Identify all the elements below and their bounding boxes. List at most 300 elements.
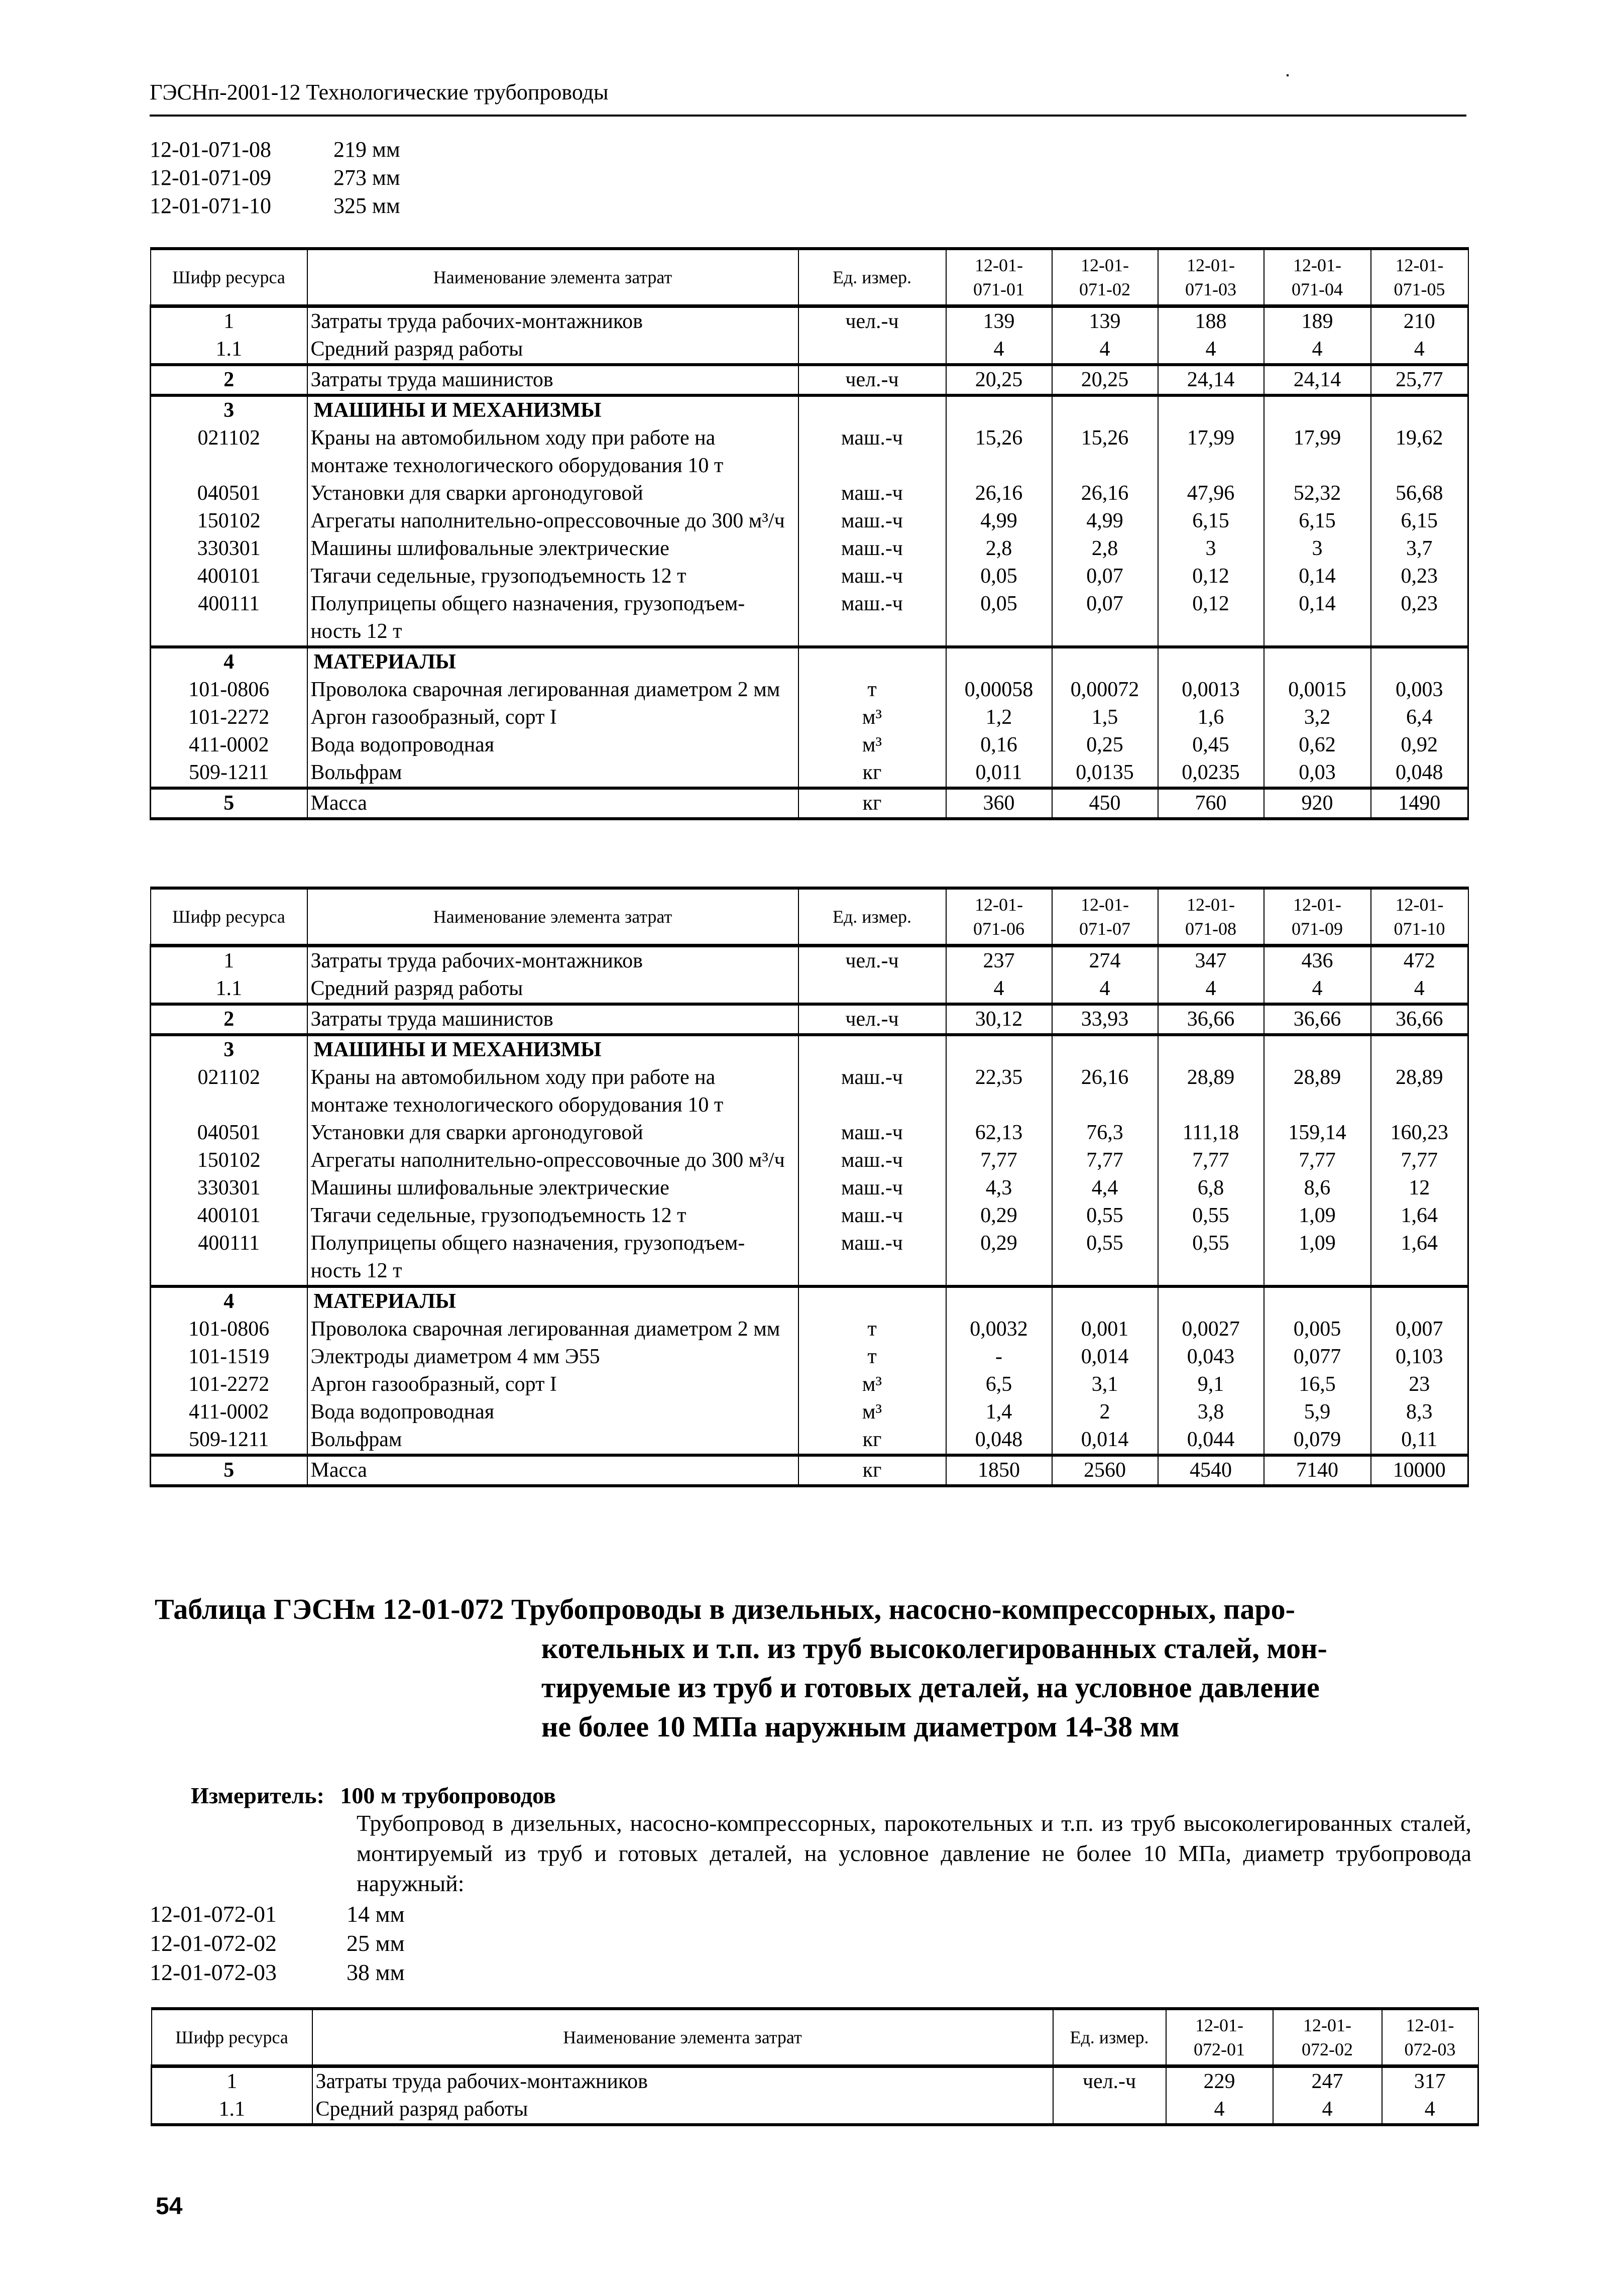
section-heading-cell: МАШИНЫ И МЕХАНИЗМЫ <box>307 395 798 424</box>
resource-code-cell: 021102 <box>151 1064 307 1119</box>
norm-value-cell: 0,014 <box>1052 1426 1158 1455</box>
norm-value-cell: 0,29 <box>946 1202 1052 1230</box>
norm-value-cell: 0,077 <box>1264 1343 1371 1371</box>
unit-cell: маш.-ч <box>798 1119 946 1147</box>
resource-code-cell: 040501 <box>151 1119 307 1147</box>
section-heading-cell: МАТЕРИАЛЫ <box>307 647 798 676</box>
norm-value-cell: 0,14 <box>1264 590 1371 647</box>
norm-value-cell: 6,8 <box>1158 1174 1264 1202</box>
norm-value-cell: 450 <box>1052 788 1158 819</box>
cost-element-cell: Масса <box>307 788 798 819</box>
norm-value-cell: 1490 <box>1371 788 1468 819</box>
norm-value-cell <box>1264 1035 1371 1064</box>
cost-element-cell: Вольфрам <box>307 759 798 788</box>
norm-value-cell: 4 <box>1052 336 1158 365</box>
table-row <box>151 336 1468 365</box>
norm-value-cell: 4 <box>1052 975 1158 1004</box>
norm-value-cell: 0,23 <box>1371 563 1468 590</box>
resource-code-cell: 1 <box>151 946 307 975</box>
cost-element-cell: Вода водопроводная <box>307 731 798 759</box>
measure-line <box>191 1781 556 1811</box>
unit-cell: чел.-ч <box>798 1004 946 1035</box>
resource-code-cell: 5 <box>151 788 307 819</box>
norm-value-cell: 6,4 <box>1371 704 1468 731</box>
norm-value-cell: 16,5 <box>1264 1371 1371 1398</box>
unit-cell: т <box>798 1343 946 1371</box>
norm-value-cell: 28,89 <box>1264 1064 1371 1119</box>
table-row <box>151 1398 1468 1426</box>
norm-value-cell: 139 <box>1052 306 1158 336</box>
resource-code-cell: 150102 <box>151 1147 307 1174</box>
resource-code-cell: 101-1519 <box>151 1343 307 1371</box>
resource-code-cell: 101-2272 <box>151 1371 307 1398</box>
table-header-row <box>151 888 1468 946</box>
norm-value-cell: 3 <box>1264 535 1371 563</box>
norm-value-cell: 4,3 <box>946 1174 1052 1202</box>
table-row <box>151 1147 1468 1174</box>
norm-value-cell <box>946 1286 1052 1316</box>
norm-value-cell: 0,62 <box>1264 731 1371 759</box>
unit-cell: маш.-ч <box>798 1147 946 1174</box>
unit-cell <box>798 975 946 1004</box>
unit-cell: маш.-ч <box>798 1174 946 1202</box>
table-row <box>151 647 1468 676</box>
resource-code-cell: 330301 <box>151 1174 307 1202</box>
norm-value-cell <box>1052 395 1158 424</box>
table-row <box>151 975 1468 1004</box>
header-norm-code: 12-01- 071-03 <box>1158 249 1264 306</box>
table-row <box>151 1230 1468 1286</box>
norm-value-cell: 0,048 <box>1371 759 1468 788</box>
norm-value-cell: 26,16 <box>1052 480 1158 507</box>
norm-value-cell: 0,05 <box>946 563 1052 590</box>
unit-cell: кг <box>798 1426 946 1455</box>
norm-value-cell: 0,0027 <box>1158 1316 1264 1343</box>
unit-cell: маш.-ч <box>798 1202 946 1230</box>
norm-value-cell: 0,11 <box>1371 1426 1468 1455</box>
table-row <box>151 1004 1468 1035</box>
resource-code-cell: 400111 <box>151 1230 307 1286</box>
norm-value-cell: 36,66 <box>1158 1004 1264 1035</box>
norm-value-cell: 25,77 <box>1371 365 1468 395</box>
resource-code-cell: 509-1211 <box>151 1426 307 1455</box>
header-norm-code: 12-01- 071-06 <box>946 888 1052 946</box>
cost-element-cell: Средний разряд работы <box>312 2096 1053 2125</box>
norm-value-cell: 4 <box>1158 336 1264 365</box>
unit-cell: т <box>798 1316 946 1343</box>
norm-value-cell: 0,079 <box>1264 1426 1371 1455</box>
cost-element-cell: Затраты труда машинистов <box>307 1004 798 1035</box>
norm-value-cell: 0,0015 <box>1264 676 1371 704</box>
cost-element-cell: Краны на автомобильном ходу при работе на монтаже технологического оборудования 10 т <box>307 1064 798 1119</box>
unit-cell: м³ <box>798 704 946 731</box>
norm-value-cell: 111,18 <box>1158 1119 1264 1147</box>
unit-cell: маш.-ч <box>798 1230 946 1286</box>
norm-value-cell: 0,12 <box>1158 590 1264 647</box>
resource-code-cell: 4 <box>151 1286 307 1316</box>
unit-cell <box>798 395 946 424</box>
norm-value-cell: 1,64 <box>1371 1230 1468 1286</box>
unit-cell: м³ <box>798 731 946 759</box>
norm-value-cell <box>1052 1035 1158 1064</box>
norm-value-cell: 2 <box>1052 1398 1158 1426</box>
norm-value-cell: 188 <box>1158 306 1264 336</box>
cost-element-cell: Машины шлифовальные электрические <box>307 1174 798 1202</box>
norm-value-cell: 0,16 <box>946 731 1052 759</box>
cost-element-cell: Средний разряд работы <box>307 975 798 1004</box>
norm-value-cell: 2,8 <box>946 535 1052 563</box>
header-unit: Ед. измер. <box>1053 2009 1166 2066</box>
unit-cell: кг <box>798 759 946 788</box>
norm-value-cell <box>1158 647 1264 676</box>
resource-code-cell: 5 <box>151 1455 307 1486</box>
norm-value-cell: 15,26 <box>946 424 1052 480</box>
variant-item: 12-01-072-03 38 мм <box>150 1959 405 1985</box>
table-row <box>151 1202 1468 1230</box>
table-row <box>151 395 1468 424</box>
unit-cell <box>798 647 946 676</box>
norm-value-cell: 0,0032 <box>946 1316 1052 1343</box>
norm-value-cell: 3,1 <box>1052 1371 1158 1398</box>
norm-value-cell: 436 <box>1264 946 1371 975</box>
norm-value-cell: 0,14 <box>1264 563 1371 590</box>
running-header-title: ГЭСНп-2001-12 Технологические трубопроводы <box>150 80 609 104</box>
header-norm-code: 12-01- 072-03 <box>1382 2009 1478 2066</box>
resource-code-cell: 4 <box>151 647 307 676</box>
unit-cell: кг <box>798 788 946 819</box>
norm-value-cell: 4,99 <box>1052 507 1158 535</box>
table-row <box>151 788 1468 819</box>
norm-value-cell: 0,0135 <box>1052 759 1158 788</box>
norm-value-cell: 0,003 <box>1371 676 1468 704</box>
header-resource-code: Шифр ресурса <box>151 888 307 946</box>
cost-element-cell: Агрегаты наполнительно-опрессовочные до 300 м³/ч <box>307 1147 798 1174</box>
header-norm-code: 12-01- 071-07 <box>1052 888 1158 946</box>
norm-value-cell: 0,103 <box>1371 1343 1468 1371</box>
norm-value-cell: 0,011 <box>946 759 1052 788</box>
header-norm-code: 12-01- 072-02 <box>1273 2009 1382 2066</box>
cost-element-cell: Затраты труда рабочих-монтажников <box>307 306 798 336</box>
norm-value-cell: 52,32 <box>1264 480 1371 507</box>
norm-value-cell: 1,09 <box>1264 1202 1371 1230</box>
unit-cell: маш.-ч <box>798 424 946 480</box>
norm-value-cell: 4540 <box>1158 1455 1264 1486</box>
norm-value-cell: 7,77 <box>946 1147 1052 1174</box>
norm-value-cell: 0,007 <box>1371 1316 1468 1343</box>
norm-value-cell: 0,014 <box>1052 1343 1158 1371</box>
norm-value-cell: 0,55 <box>1052 1202 1158 1230</box>
norm-value-cell: 1,4 <box>946 1398 1052 1426</box>
norm-value-cell: 7140 <box>1264 1455 1371 1486</box>
resource-code-cell: 1.1 <box>152 2096 312 2125</box>
table-header-row <box>152 2009 1478 2066</box>
resource-code-cell: 021102 <box>151 424 307 480</box>
norm-value-cell: 229 <box>1166 2066 1273 2096</box>
norm-value-cell: 0,92 <box>1371 731 1468 759</box>
norm-value-cell <box>1371 395 1468 424</box>
norm-value-cell: 6,5 <box>946 1371 1052 1398</box>
norm-value-cell: 4 <box>1158 975 1264 1004</box>
resource-code-cell: 400111 <box>151 590 307 647</box>
table-row <box>151 1343 1468 1371</box>
norm-value-cell: 0,043 <box>1158 1343 1264 1371</box>
cost-element-cell: Затраты труда рабочих-монтажников <box>307 946 798 975</box>
norm-value-cell: 1,6 <box>1158 704 1264 731</box>
norm-value-cell: 8,3 <box>1371 1398 1468 1426</box>
unit-cell <box>798 336 946 365</box>
norm-value-cell: 47,96 <box>1158 480 1264 507</box>
norm-value-cell: 139 <box>946 306 1052 336</box>
table-row <box>151 590 1468 647</box>
variant-item: 12-01-071-09 273 мм <box>150 165 400 190</box>
cost-element-cell: Машины шлифовальные электрические <box>307 535 798 563</box>
norm-value-cell: 1,5 <box>1052 704 1158 731</box>
table-row <box>151 507 1468 535</box>
table-row <box>151 1316 1468 1343</box>
norm-value-cell: 0,00072 <box>1052 676 1158 704</box>
table-row <box>151 1119 1468 1147</box>
norm-value-cell: 0,048 <box>946 1426 1052 1455</box>
resource-code-cell: 1 <box>151 306 307 336</box>
cost-element-cell: Тягачи седельные, грузоподъемность 12 т <box>307 1202 798 1230</box>
norm-value-cell: 1,64 <box>1371 1202 1468 1230</box>
table-row <box>151 306 1468 336</box>
norm-value-cell: 159,14 <box>1264 1119 1371 1147</box>
section-heading-cell: МАШИНЫ И МЕХАНИЗМЫ <box>307 1035 798 1064</box>
unit-cell: маш.-ч <box>798 563 946 590</box>
norm-value-cell <box>1158 395 1264 424</box>
resource-code-cell: 1.1 <box>151 336 307 365</box>
norm-value-cell: 19,62 <box>1371 424 1468 480</box>
cost-element-cell: Масса <box>307 1455 798 1486</box>
norm-value-cell: 0,044 <box>1158 1426 1264 1455</box>
norm-value-cell: 237 <box>946 946 1052 975</box>
table-row <box>151 424 1468 480</box>
unit-cell <box>798 1286 946 1316</box>
header-unit: Ед. измер. <box>798 249 946 306</box>
norm-value-cell: 28,89 <box>1158 1064 1264 1119</box>
header-resource-code: Шифр ресурса <box>151 249 307 306</box>
norm-value-cell: 7,77 <box>1371 1147 1468 1174</box>
norm-value-cell: 24,14 <box>1158 365 1264 395</box>
norm-value-cell <box>1158 1286 1264 1316</box>
resource-code-cell: 1 <box>152 2066 312 2096</box>
norm-value-cell: 17,99 <box>1158 424 1264 480</box>
norm-value-cell <box>1371 1035 1468 1064</box>
cost-element-cell: Полуприцепы общего назначения, грузоподъем-ность 12 т <box>307 1230 798 1286</box>
header-resource-code: Шифр ресурса <box>152 2009 312 2066</box>
table-row <box>151 1174 1468 1202</box>
section-heading-cell: МАТЕРИАЛЫ <box>307 1286 798 1316</box>
resource-code-cell: 101-0806 <box>151 676 307 704</box>
table-row <box>151 1035 1468 1064</box>
norm-value-cell: 5,9 <box>1264 1398 1371 1426</box>
unit-cell: маш.-ч <box>798 480 946 507</box>
norm-value-cell <box>1264 1286 1371 1316</box>
norm-value-cell: 0,29 <box>946 1230 1052 1286</box>
table-row <box>151 946 1468 975</box>
variant-item: 12-01-071-08 219 мм <box>150 137 400 162</box>
norm-value-cell: - <box>946 1343 1052 1371</box>
norm-value-cell: 26,16 <box>1052 1064 1158 1119</box>
table-header-row <box>151 249 1468 306</box>
norm-value-cell: 4 <box>1264 975 1371 1004</box>
unit-cell: маш.-ч <box>798 590 946 647</box>
norm-value-cell: 7,77 <box>1052 1147 1158 1174</box>
norm-value-cell: 9,1 <box>1158 1371 1264 1398</box>
unit-cell: маш.-ч <box>798 535 946 563</box>
norm-value-cell: 760 <box>1158 788 1264 819</box>
cost-element-cell: Проволока сварочная легированная диаметром 2 мм <box>307 1316 798 1343</box>
norm-value-cell: 4,4 <box>1052 1174 1158 1202</box>
unit-cell: т <box>798 676 946 704</box>
norm-value-cell: 6,15 <box>1158 507 1264 535</box>
norm-value-cell: 15,26 <box>1052 424 1158 480</box>
norm-table-071-01-05 <box>150 247 1469 820</box>
norm-value-cell: 4 <box>1371 975 1468 1004</box>
resource-code-cell: 1.1 <box>151 975 307 1004</box>
header-norm-code: 12-01- 072-01 <box>1166 2009 1273 2066</box>
resource-code-cell: 509-1211 <box>151 759 307 788</box>
header-norm-code: 12-01- 071-05 <box>1371 249 1468 306</box>
norm-value-cell <box>1052 1286 1158 1316</box>
norm-value-cell: 20,25 <box>1052 365 1158 395</box>
cost-element-cell: Средний разряд работы <box>307 336 798 365</box>
unit-cell: чел.-ч <box>798 946 946 975</box>
resource-code-cell: 2 <box>151 1004 307 1035</box>
norm-value-cell: 360 <box>946 788 1052 819</box>
cost-element-cell: Проволока сварочная легированная диаметром 2 мм <box>307 676 798 704</box>
table-row <box>151 1426 1468 1455</box>
norm-value-cell: 0,0235 <box>1158 759 1264 788</box>
cost-element-cell: Затраты труда машинистов <box>307 365 798 395</box>
measure-label: Измеритель: <box>191 1783 324 1808</box>
variant-item: 12-01-072-01 14 мм <box>150 1901 405 1927</box>
norm-value-cell: 7,77 <box>1158 1147 1264 1174</box>
norm-value-cell: 0,001 <box>1052 1316 1158 1343</box>
resource-code-cell: 330301 <box>151 535 307 563</box>
norm-value-cell: 24,14 <box>1264 365 1371 395</box>
cost-element-cell: Аргон газообразный, сорт I <box>307 704 798 731</box>
resource-code-cell: 400101 <box>151 1202 307 1230</box>
norm-value-cell: 0,07 <box>1052 563 1158 590</box>
section-description: Трубопровод в дизельных, насосно-компрессорных, парокотельных и т.п. из труб высоколегированных сталей, монтируемый из труб и готовых деталей, на условное давление не более 10 МПа, диаметр трубопровода наружный: <box>357 1810 1471 1896</box>
header-rule <box>150 115 1466 117</box>
table-row <box>151 1286 1468 1316</box>
cost-element-cell: Агрегаты наполнительно-опрессовочные до 300 м³/ч <box>307 507 798 535</box>
norm-value-cell: 1850 <box>946 1455 1052 1486</box>
norm-value-cell: 920 <box>1264 788 1371 819</box>
cost-element-cell: Полуприцепы общего назначения, грузоподъем-ность 12 т <box>307 590 798 647</box>
norm-value-cell <box>1264 647 1371 676</box>
header-cost-element: Наименование элемента затрат <box>307 888 798 946</box>
table-072-title: Таблица ГЭСНм 12-01-072 Трубопроводы в дизельных, насосно-компрессорных, паро- котельных и т.п. из труб высоколегированных сталей, мон- тируемые из труб и готовых деталей, на условное давление не более 10 МПа наружным диаметром 14-38 мм <box>155 1593 1327 1743</box>
table-row <box>151 1064 1468 1119</box>
unit-cell: маш.-ч <box>798 1064 946 1119</box>
resource-code-cell: 400101 <box>151 563 307 590</box>
norm-value-cell: 0,07 <box>1052 590 1158 647</box>
norm-table-072 <box>151 2007 1479 2126</box>
resource-code-cell: 150102 <box>151 507 307 535</box>
variant-list-072 <box>150 1900 405 1987</box>
norm-value-cell: 4,99 <box>946 507 1052 535</box>
norm-value-cell: 4 <box>1371 336 1468 365</box>
norm-value-cell: 3,2 <box>1264 704 1371 731</box>
norm-value-cell: 4 <box>1273 2096 1382 2125</box>
resource-code-cell: 101-2272 <box>151 704 307 731</box>
resource-code-cell: 3 <box>151 395 307 424</box>
norm-value-cell: 4 <box>1166 2096 1273 2125</box>
norm-value-cell: 0,005 <box>1264 1316 1371 1343</box>
norm-value-cell: 23 <box>1371 1371 1468 1398</box>
norm-value-cell: 10000 <box>1371 1455 1468 1486</box>
norm-value-cell: 0,0013 <box>1158 676 1264 704</box>
norm-value-cell: 33,93 <box>1052 1004 1158 1035</box>
norm-value-cell <box>1371 647 1468 676</box>
norm-value-cell: 317 <box>1382 2066 1478 2096</box>
norm-value-cell: 0,55 <box>1158 1202 1264 1230</box>
norm-value-cell: 6,15 <box>1264 507 1371 535</box>
resource-code-cell: 2 <box>151 365 307 395</box>
norm-value-cell: 0,25 <box>1052 731 1158 759</box>
norm-value-cell: 7,77 <box>1264 1147 1371 1174</box>
header-norm-code: 12-01- 071-08 <box>1158 888 1264 946</box>
cost-element-cell: Электроды диаметром 4 мм Э55 <box>307 1343 798 1371</box>
norm-value-cell <box>1052 647 1158 676</box>
resource-code-cell: 101-0806 <box>151 1316 307 1343</box>
header-unit: Ед. измер. <box>798 888 946 946</box>
norm-value-cell <box>1264 395 1371 424</box>
table-row <box>151 535 1468 563</box>
header-norm-code: 12-01- 071-01 <box>946 249 1052 306</box>
norm-value-cell <box>946 1035 1052 1064</box>
scan-speck <box>1287 74 1289 76</box>
norm-value-cell <box>1371 1286 1468 1316</box>
norm-value-cell: 0,05 <box>946 590 1052 647</box>
unit-cell: чел.-ч <box>1053 2066 1166 2096</box>
norm-value-cell: 20,25 <box>946 365 1052 395</box>
header-norm-code: 12-01- 071-02 <box>1052 249 1158 306</box>
table-row <box>151 1371 1468 1398</box>
norm-value-cell: 274 <box>1052 946 1158 975</box>
resource-code-cell: 411-0002 <box>151 1398 307 1426</box>
norm-value-cell: 0,55 <box>1052 1230 1158 1286</box>
header-norm-code: 12-01- 071-04 <box>1264 249 1371 306</box>
norm-table-071-06-10 <box>150 887 1469 1487</box>
variant-item: 12-01-072-02 25 мм <box>150 1930 405 1956</box>
table-row <box>152 2066 1478 2096</box>
table-row <box>151 1455 1468 1486</box>
table-row <box>151 480 1468 507</box>
norm-value-cell: 4 <box>1264 336 1371 365</box>
norm-value-cell: 0,03 <box>1264 759 1371 788</box>
table-row <box>151 704 1468 731</box>
norm-value-cell <box>946 647 1052 676</box>
norm-value-cell: 0,23 <box>1371 590 1468 647</box>
table-row <box>152 2096 1478 2125</box>
norm-value-cell <box>1158 1035 1264 1064</box>
norm-value-cell: 62,13 <box>946 1119 1052 1147</box>
cost-element-cell: Вода водопроводная <box>307 1398 798 1426</box>
norm-value-cell: 189 <box>1264 306 1371 336</box>
cost-element-cell: Установки для сварки аргонодуговой <box>307 1119 798 1147</box>
unit-cell: чел.-ч <box>798 365 946 395</box>
cost-element-cell: Краны на автомобильном ходу при работе на монтаже технологического оборудования 10 т <box>307 424 798 480</box>
variant-item: 12-01-071-10 325 мм <box>150 193 400 218</box>
norm-value-cell: 0,45 <box>1158 731 1264 759</box>
unit-cell: кг <box>798 1455 946 1486</box>
norm-value-cell: 1,2 <box>946 704 1052 731</box>
